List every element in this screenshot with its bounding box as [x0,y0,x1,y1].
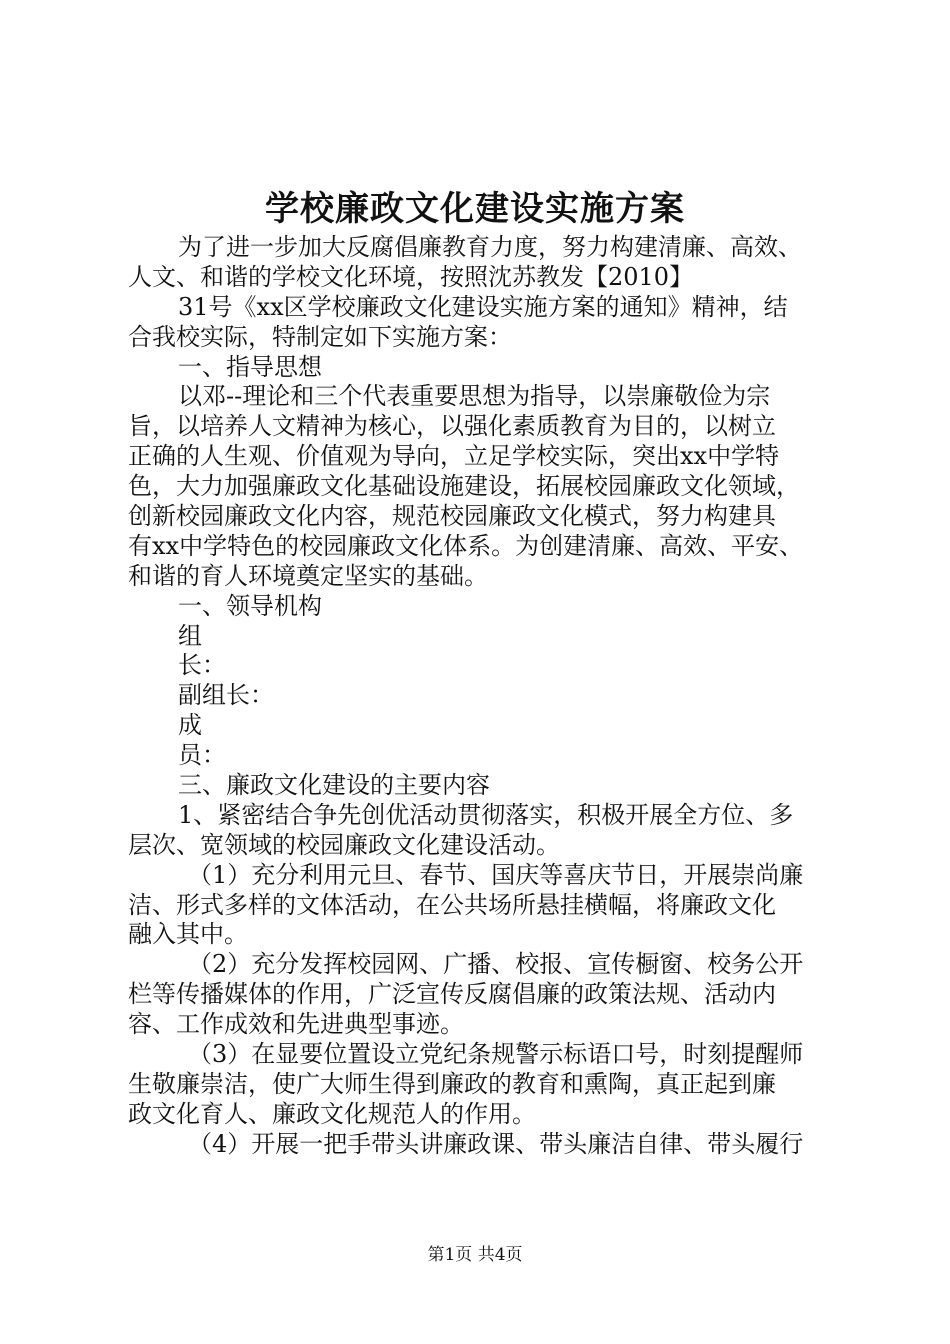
text-line: 生敬廉崇洁，使广大师生得到廉政的教育和熏陶，真正起到廉 [128,1069,776,1098]
text-line: （2）充分发挥校园网、广播、校报、宣传橱窗、校务公开 [188,950,804,979]
text-line: 为了进一步加大反腐倡廉教育力度，努力构建清廉、高效、 [178,233,802,261]
text-line: 副组长： [178,681,274,710]
text-line: （1）充分利用元旦、春节、国庆等喜庆节日，开展崇尚廉 [188,860,804,889]
text-line: 三、廉政文化建设的主要内容 [178,771,490,800]
text-line: 人文、和谐的学校文化环境，按照沈苏教发【2010】 [128,262,694,291]
text-line: 长： [178,651,226,680]
text-line: 正确的人生观、价值观为导向，立足学校实际，突出xx中学特 [128,442,780,471]
text-line: （3）在显要位置设立党纪条规警示标语口号，时刻提醒师 [188,1040,804,1069]
text-line: 旨，以培养人文精神为核心，以强化素质教育为目的，以树立 [128,412,776,441]
text-line: 栏等传播媒体的作用，广泛宣传反腐倡廉的政策法规、活动内 [128,980,776,1009]
text-line: 洁、形式多样的文体活动，在公共场所悬挂横幅，将廉政文化 [128,890,776,919]
text-line: 组 [178,621,202,650]
text-line: 融入其中。 [128,920,248,949]
text-line: 一、指导思想 [178,352,322,381]
text-line: 有xx中学特色的校园廉政文化体系。为创建清廉、高效、平安、 [128,531,804,560]
document-body [128,233,840,1160]
text-line: 层次、宽领域的校园廉政文化建设活动。 [128,830,560,859]
text-line: 1、紧密结合争先创优活动贯彻落实，积极开展全方位、多 [178,800,794,829]
text-line: 合我校实际，特制定如下实施方案： [128,322,512,351]
text-line: 政文化育人、廉政文化规范人的作用。 [128,1099,536,1128]
text-line: 容、工作成效和先进典型事迹。 [128,1010,464,1039]
text-line: 员： [178,741,226,770]
document-title: 学校廉政文化建设实施方案 [265,189,685,229]
text-line: 31号《xx区学校廉政文化建设实施方案的通知》精神，结 [178,292,788,321]
text-line: 色，大力加强廉政文化基础设施建设，拓展校园廉政文化领域， [128,472,800,501]
text-line: （4）开展一把手带头讲廉政课、带头廉洁自律、带头履行 [188,1129,804,1158]
text-line: 和谐的育人环境奠定坚实的基础。 [128,561,488,590]
text-line: 以邓--理论和三个代表重要思想为指导，以崇廉敬俭为宗 [178,382,771,411]
text-line: 创新校园廉政文化内容，规范校园廉政文化模式，努力构建具 [128,502,776,531]
text-line: 一、领导机构 [178,591,322,620]
page-footer: 第1页 共4页 [427,1245,523,1265]
text-line: 成 [178,711,202,740]
